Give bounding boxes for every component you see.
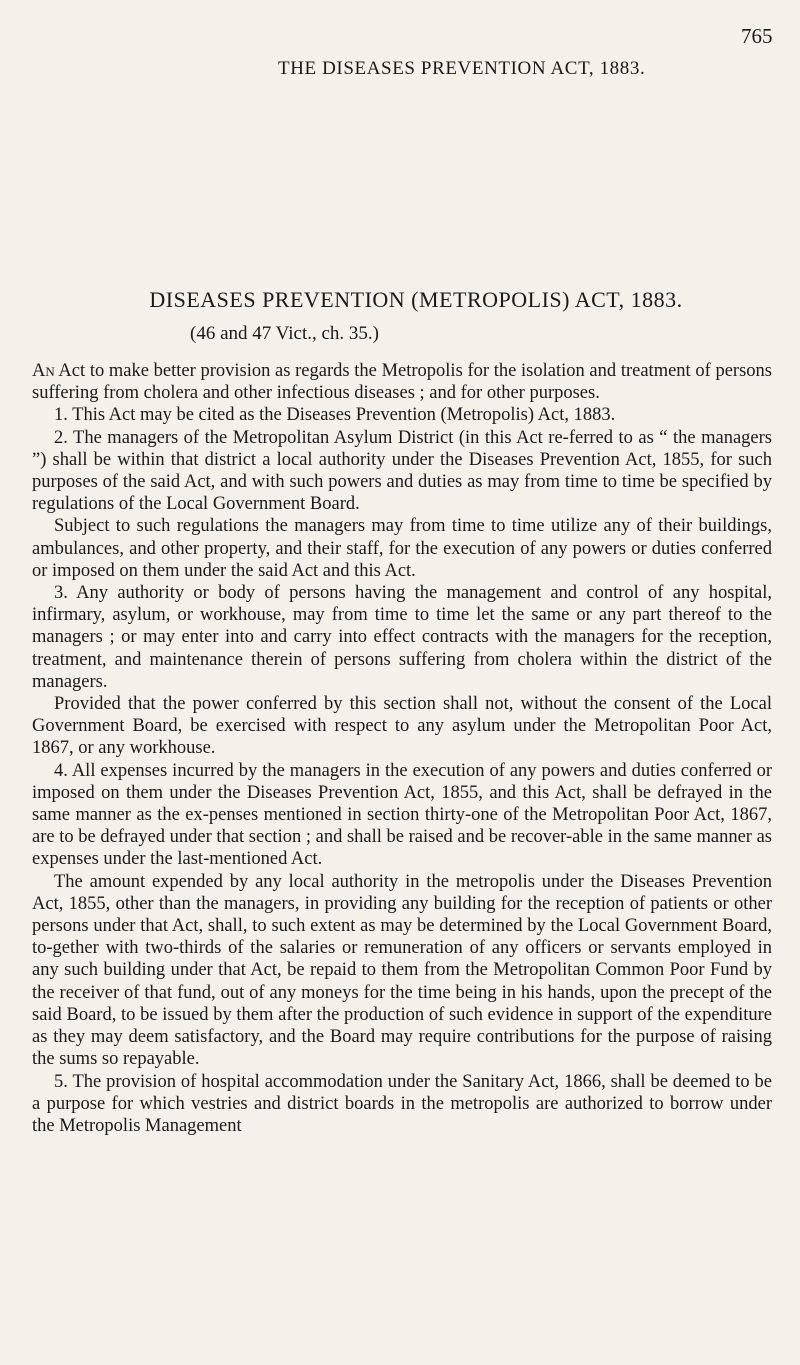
page-number: 765: [741, 24, 773, 48]
act-citation: (46 and 47 Vict., ch. 35.): [190, 323, 379, 344]
act-title: DISEASES PREVENTION (METROPOLIS) ACT, 1883.: [149, 287, 683, 312]
preamble-lead: An: [32, 361, 55, 381]
section-1: 1. This Act may be cited as the Diseases Prevention (Metropolis) Act, 1883.: [54, 405, 616, 426]
section-5: 5. The provision of hospital accommodation under the Sanitary Act, 1866, shall be deemed to be a purpose for which vestries and district boards in the metropolis are authorized to borrow under the Metropolis Management: [32, 1071, 772, 1136]
section-4-continued: The amount expended by any local authority in the metropolis under the Diseases Prevention Act, 1855, other than the managers, in providing any building for the reception of patients or other persons under that Act, shall, to such extent as may be determined by the Local Government Board, to-gether with two-thirds of the salaries or remuneration of any officers or servants employed in any such building under that Act, be repaid to them from the Metropolitan Common Poor Fund by the receiver of that fund, out of any moneys for the time being in his hands, upon the precept of the said Board, to be issued by them after the production of such evidence in support of the expenditure as they may deem satisfactory, and the Board may require contributions for the purpose of raising the sums so repayable.: [32, 871, 772, 1070]
running-head: THE DISEASES PREVENTION ACT, 1883.: [278, 58, 646, 79]
preamble: [32, 360, 772, 404]
section-4: 4. All expenses incurred by the managers in the execution of any powers and duties conferred or imposed on them under the Diseases Prevention Act, 1855, and this Act, shall be defrayed in the same manner as the ex-penses mentioned in section thirty-one of the Metropolitan Poor Act, 1867, are to be defrayed under that section ; and shall be raised and be recover-able in the same manner as expenses under the last-mentioned Act.: [32, 760, 772, 870]
preamble-text: Act to make better provision as regards the Metropolis for the isolation and treatment of persons suffering from cholera and other infectious diseases ; and for other purposes.: [32, 361, 772, 404]
section-3: 3. Any authority or body of persons having the management and control of any hospital, infirmary, asylum, or workhouse, may from time to time let the same or any part thereof to the managers ; or may enter into and carry into effect contracts with the managers for the reception, treatment, and maintenance therein of persons suffering from cholera within the district of the managers.: [32, 583, 772, 692]
section-3-proviso: Provided that the power conferred by this section shall not, without the consent of the Local Government Board, be exercised with respect to any asylum under the Metropolitan Poor Act, 1867, or any workhouse.: [32, 694, 772, 759]
act-body: [32, 360, 772, 1137]
section-2: 2. The managers of the Metropolitan Asylum District (in this Act re-ferred to as “ the managers ”) shall be within that district a local authority under the Diseases Prevention Act, 1855, for such purposes of the said Act, and with such powers and duties as may from time to time be specified by regulations of the Local Government Board.: [32, 427, 772, 515]
section-2-continued: Subject to such regulations the managers may from time to time utilize any of their buildings, ambulances, and other property, and their staff, for the execution of any powers or duties conferred or imposed on them under the said Act and this Act.: [32, 516, 772, 581]
